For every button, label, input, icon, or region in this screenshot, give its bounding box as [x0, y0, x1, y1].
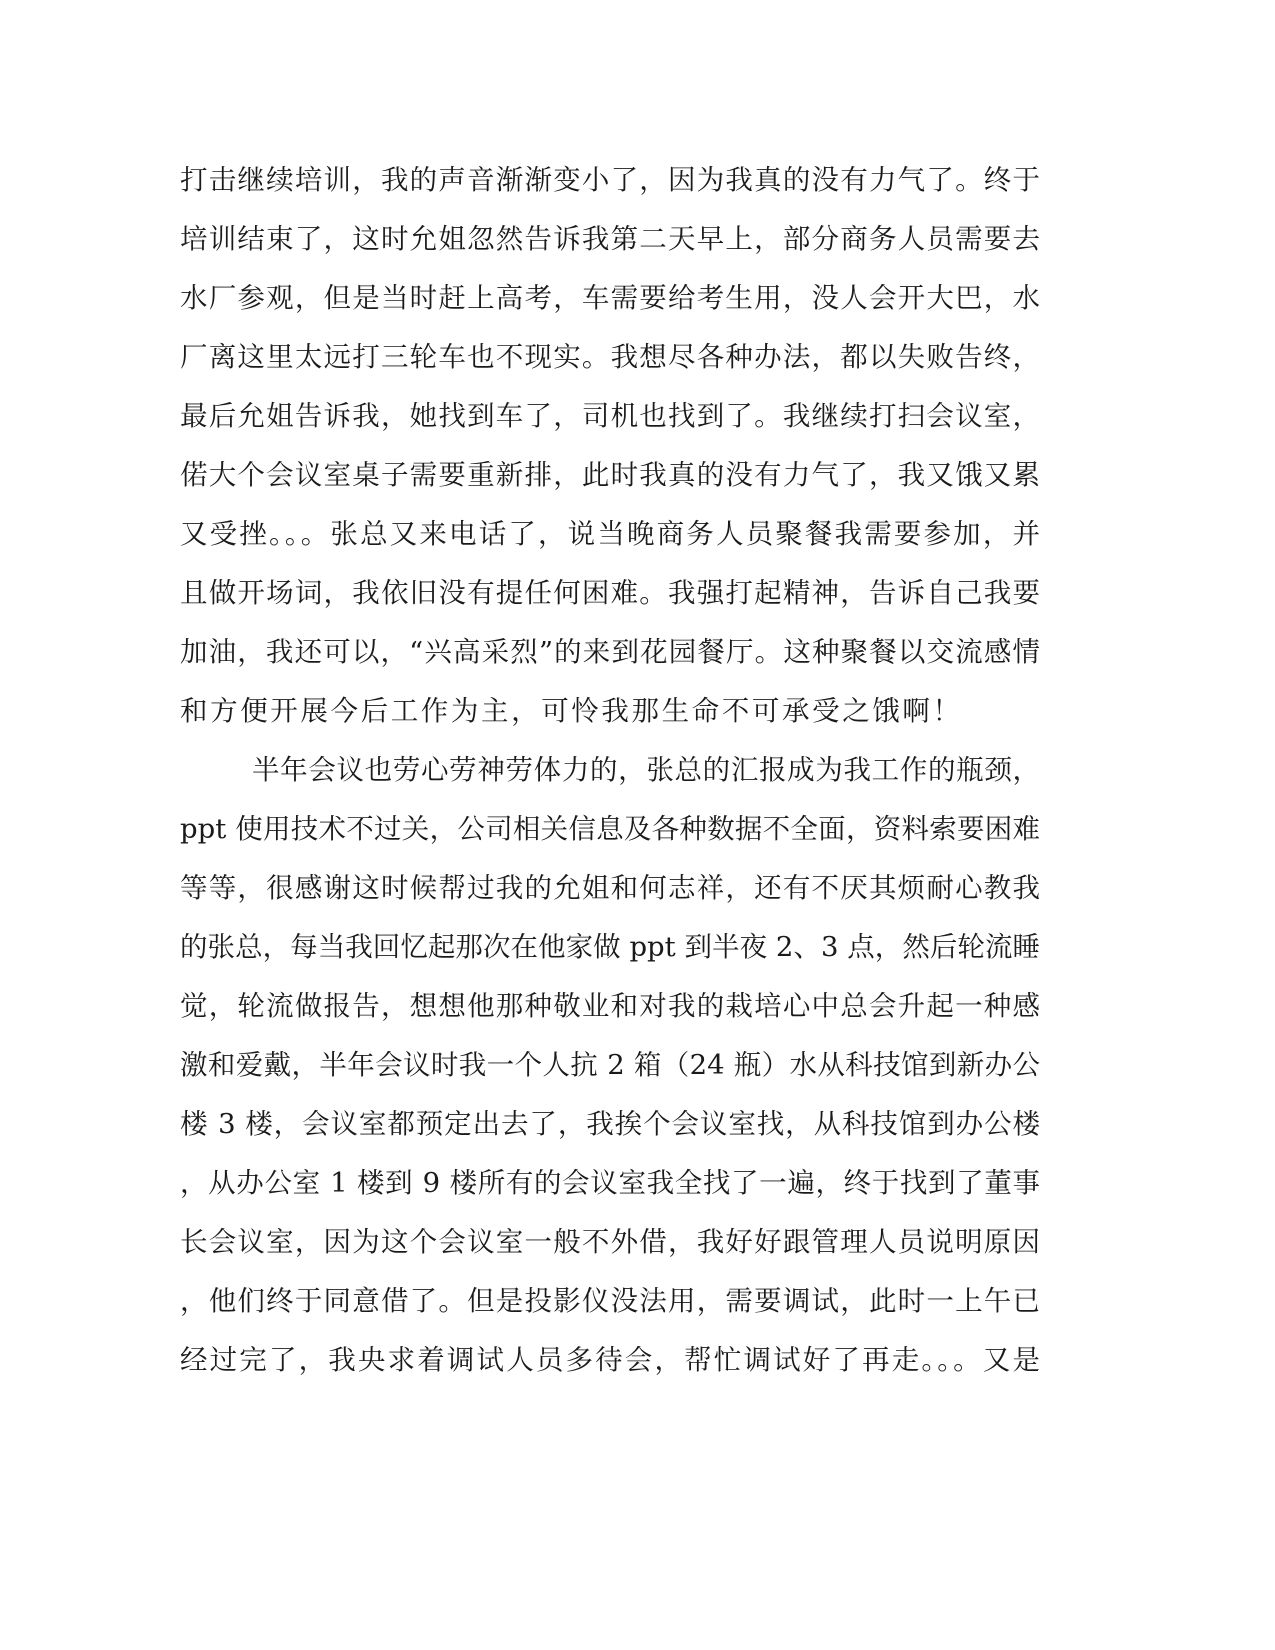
paragraph-first-line: 半年会议也劳心劳神劳体力的，张总的汇报成为我工作的瓶颈，	[252, 754, 1040, 786]
text-line: ，他们终于同意借了。但是投影仪没法用，需要调试，此时一上午已	[180, 1285, 1040, 1317]
text-line: 的张总，每当我回忆起那次在他家做 ppt 到半夜 2、3 点，然后轮流睡	[180, 931, 1040, 963]
text-line: 最后允姐告诉我，她找到车了，司机也找到了。我继续打扫会议室，	[180, 400, 1040, 432]
text-line: 加油，我还可以，“兴高采烈”的来到花园餐厅。这种聚餐以交流感情	[180, 636, 1040, 668]
text-line: 觉，轮流做报告，想想他那种敬业和对我的栽培心中总会升起一种感	[180, 990, 1040, 1022]
text-line: 等等，很感谢这时候帮过我的允姐和何志祥，还有不厌其烦耐心教我	[180, 872, 1040, 904]
text-line: 又受挫。。。张总又来电话了，说当晚商务人员聚餐我需要参加，并	[180, 518, 1040, 550]
text-line: 和方便开展今后工作为主，可怜我那生命不可承受之饿啊！	[180, 695, 963, 727]
text-line: 且做开场词，我依旧没有提任何困难。我强打起精神，告诉自己我要	[180, 577, 1040, 609]
text-line: 长会议室，因为这个会议室一般不外借，我好好跟管理人员说明原因	[180, 1226, 1040, 1258]
text-line: ppt 使用技术不过关，公司相关信息及各种数据不全面，资料索要困难	[180, 813, 1040, 845]
text-line: 偌大个会议室桌子需要重新排，此时我真的没有力气了，我又饿又累	[180, 459, 1040, 491]
text-line: 水厂参观，但是当时赶上高考，车需要给考生用，没人会开大巴，水	[180, 282, 1040, 314]
text-line: 厂离这里太远打三轮车也不现实。我想尽各种办法，都以失败告终，	[180, 341, 1040, 373]
text-line: ，从办公室 1 楼到 9 楼所有的会议室我全找了一遍，终于找到了董事	[180, 1167, 1040, 1199]
text-line: 激和爱戴，半年会议时我一个人抗 2 箱（24 瓶）水从科技馆到新办公	[180, 1049, 1040, 1081]
text-line: 经过完了，我央求着调试人员多待会，帮忙调试好了再走。。。又是	[180, 1344, 1040, 1376]
text-line: 楼 3 楼，会议室都预定出去了，我挨个会议室找，从科技馆到办公楼	[180, 1108, 1040, 1140]
text-line: 培训结束了，这时允姐忽然告诉我第二天早上，部分商务人员需要去	[180, 223, 1040, 255]
text-line: 打击继续培训，我的声音渐渐变小了，因为我真的没有力气了。终于	[180, 164, 1040, 196]
